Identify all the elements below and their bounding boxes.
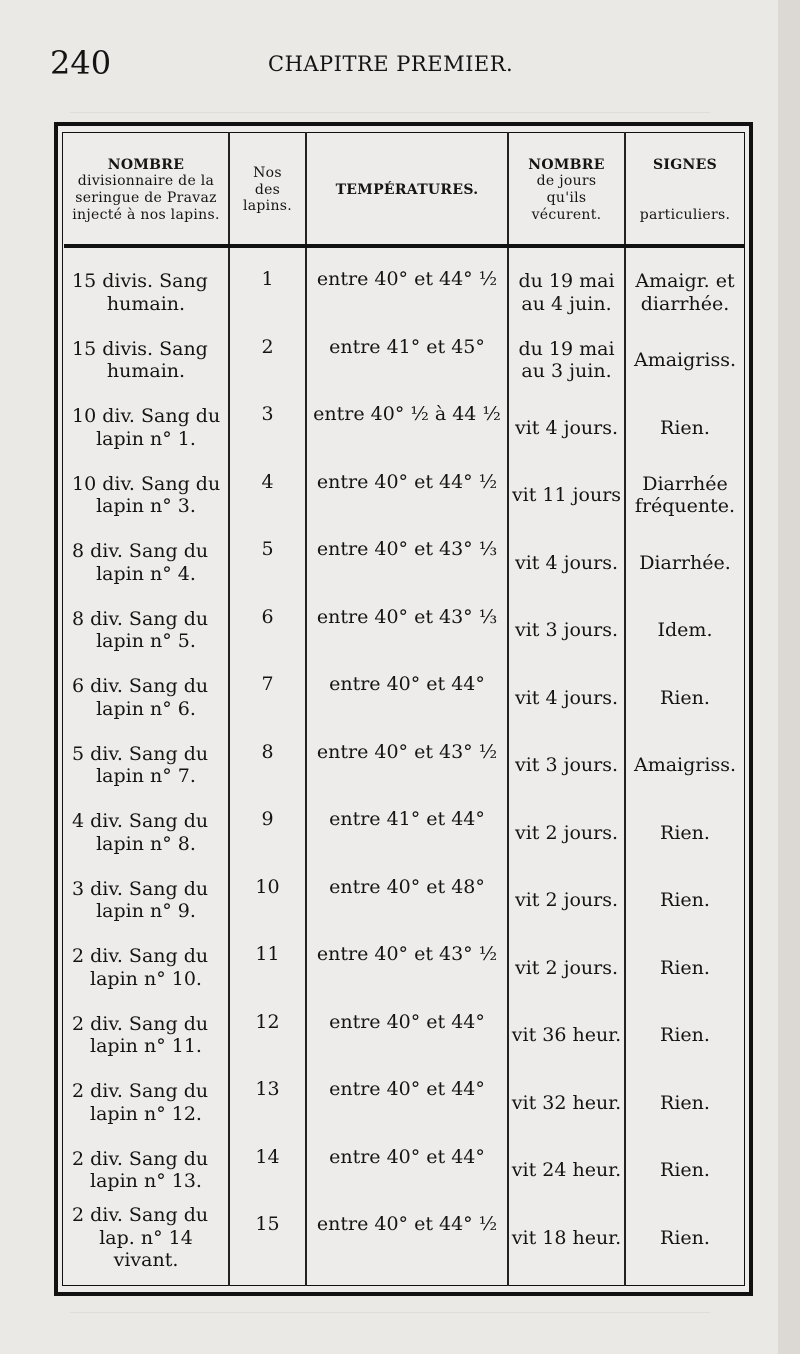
cell-days-line: vit 3 jours. <box>514 754 619 777</box>
header-signs <box>626 140 744 240</box>
cell-dose-line: 8 div. Sang du <box>72 607 209 630</box>
cell-signs-line: Rien. <box>660 1226 710 1249</box>
cell-days <box>509 667 624 729</box>
cell-days-line: vit 36 heur. <box>511 1024 622 1047</box>
cell-days <box>509 1140 624 1202</box>
cell-signs-line: Rien. <box>660 956 710 979</box>
cell-days-line: vit 2 jours. <box>514 956 619 979</box>
cell-temperature <box>307 600 507 662</box>
cell-rabbit-number-line: 10 <box>255 875 280 898</box>
cell-rabbit-number-line: 12 <box>255 1010 280 1033</box>
cell-days-line: vit 18 heur. <box>511 1226 622 1249</box>
cell-dose-line: 6 div. Sang du <box>72 675 209 698</box>
cell-signs-line: Idem. <box>657 619 713 642</box>
cell-rabbit-number-line: 4 <box>261 470 274 493</box>
cell-days <box>509 262 624 324</box>
header-dose-line: seringue de Pravaz <box>75 190 217 206</box>
cell-signs <box>626 802 744 864</box>
cell-temperature-line: entre 40° et 48° <box>329 875 485 898</box>
cell-dose-line: 10 div. Sang du <box>72 472 221 495</box>
cell-days <box>509 330 624 392</box>
header-rabbit-line: Nos <box>253 165 282 182</box>
cell-temperature-line: entre 41° et 44° <box>329 808 485 830</box>
cell-rabbit-number-line: 3 <box>261 403 274 425</box>
header-rabbit-line: des <box>254 181 281 198</box>
cell-rabbit-number-line: 7 <box>261 673 274 695</box>
cell-temperature <box>307 1207 507 1269</box>
header-temperatures <box>307 140 507 240</box>
cell-signs <box>626 870 744 932</box>
cell-days-line: vit 2 jours. <box>514 889 619 912</box>
cell-temperature <box>307 735 507 797</box>
cell-signs <box>626 667 744 729</box>
cell-temperature-line: entre 40° et 43° ⅓ <box>316 538 498 560</box>
cell-dose-line: 2 div. Sang du <box>72 1080 209 1103</box>
cell-temperature-line: entre 40° et 44° <box>329 673 485 695</box>
cell-temperature <box>307 1005 507 1067</box>
cell-rabbit-number <box>230 1005 305 1067</box>
cell-rabbit-number <box>230 1140 305 1202</box>
cell-days-line: vit 2 jours. <box>514 821 619 844</box>
cell-dose-line: lapin n° 5. <box>96 630 196 653</box>
cell-rabbit-number-line: 15 <box>255 1213 280 1235</box>
cell-dose-line: 15 divis. Sang <box>72 270 208 293</box>
header-rabbit-line: lapins. <box>242 198 292 215</box>
cell-days <box>509 870 624 932</box>
cell-signs-line: Rien. <box>660 686 710 709</box>
cell-days-line: vit 4 jours. <box>514 551 619 574</box>
cell-dose <box>64 802 228 864</box>
cell-days-line: vit 11 jours <box>511 484 622 507</box>
cell-temperature <box>307 532 507 594</box>
cell-rabbit-number <box>230 262 305 324</box>
cell-signs-line: Amaigriss. <box>633 754 736 777</box>
cell-dose <box>64 937 228 999</box>
cell-days <box>509 600 624 662</box>
cell-days-line: vit 3 jours. <box>514 619 619 642</box>
cell-temperature-line: entre 40° ½ à 44 ½ <box>313 403 501 425</box>
header-rule <box>64 244 744 248</box>
cell-days <box>509 735 624 797</box>
header-days-line: vécurent. <box>531 206 602 223</box>
cell-rabbit-number <box>230 465 305 527</box>
cell-signs <box>626 262 744 324</box>
cell-signs <box>626 465 744 527</box>
cell-dose-line: lapin n° 12. <box>90 1102 202 1125</box>
cell-temperature-line: entre 40° et 44° ½ <box>316 1213 498 1235</box>
cell-signs-line: Amaigriss. <box>633 349 736 372</box>
cell-days-line: au 4 juin. <box>521 292 612 315</box>
cell-rabbit-number-line: 9 <box>261 808 274 830</box>
cell-signs <box>626 532 744 594</box>
cell-signs <box>626 330 744 392</box>
cell-rabbit-number <box>230 802 305 864</box>
cell-dose <box>64 667 228 729</box>
header-days <box>509 140 624 240</box>
cell-signs <box>626 937 744 999</box>
cell-dose <box>64 735 228 797</box>
cell-days-line: au 3 juin. <box>521 360 612 383</box>
cell-dose-line: humain. <box>106 360 186 383</box>
cell-temperature-line: entre 40° et 44° <box>329 1078 485 1100</box>
cell-rabbit-number <box>230 1072 305 1134</box>
cell-temperature <box>307 1140 507 1202</box>
cell-dose-line: lapin n° 11. <box>90 1035 202 1058</box>
header-dose-line: injecté à nos lapins. <box>72 206 220 223</box>
cell-signs <box>626 1207 744 1269</box>
header-days-line: de jours <box>536 173 597 190</box>
cell-dose-line: 3 div. Sang du <box>72 877 209 900</box>
cell-temperature-line: entre 40° et 44° <box>329 1145 485 1168</box>
cell-dose <box>64 1204 228 1271</box>
cell-days-line: vit 4 jours. <box>514 416 619 439</box>
cell-signs-line: Rien. <box>660 1024 710 1047</box>
cell-dose <box>64 330 228 392</box>
cell-rabbit-number <box>230 397 305 459</box>
cell-dose <box>64 532 228 594</box>
page-number: 240 <box>50 44 112 82</box>
cell-dose-line: lapin n° 9. <box>96 900 196 923</box>
cell-rabbit-number-line: 2 <box>261 335 274 358</box>
cell-signs <box>626 397 744 459</box>
cell-dose-line: lapin n° 6. <box>96 697 196 720</box>
cell-days-line: du 19 mai <box>518 337 615 360</box>
cell-rabbit-number <box>230 600 305 662</box>
cell-rabbit-number-line: 13 <box>255 1078 280 1100</box>
cell-signs <box>626 735 744 797</box>
cell-dose-line: lapin n° 1. <box>96 427 196 450</box>
cell-signs-line: Rien. <box>660 821 710 844</box>
cell-signs <box>626 1072 744 1134</box>
cell-days-line: du 19 mai <box>518 270 615 293</box>
cell-rabbit-number-line: 5 <box>261 538 274 560</box>
cell-rabbit-number <box>230 870 305 932</box>
cell-temperature-line: entre 40° et 43° ½ <box>316 943 498 965</box>
cell-signs-line: Rien. <box>660 416 710 439</box>
cell-rabbit-number <box>230 330 305 392</box>
header-days-line: NOMBRE <box>528 156 605 173</box>
cell-temperature-line: entre 40° et 43° ⅓ <box>316 605 498 628</box>
cell-rabbit-number <box>230 532 305 594</box>
cell-dose-line: 2 div. Sang du <box>72 1147 209 1170</box>
header-days-line: qu'ils <box>546 190 587 206</box>
cell-days <box>509 1072 624 1134</box>
cell-temperature <box>307 465 507 527</box>
cell-days <box>509 465 624 527</box>
cell-days <box>509 1005 624 1067</box>
cell-dose-line: humain. <box>106 292 186 315</box>
cell-temperature-line: entre 41° et 45° <box>329 335 485 358</box>
cell-temperature-line: entre 40° et 43° ½ <box>316 740 498 763</box>
cell-temperature <box>307 802 507 864</box>
cell-signs-line: Diarrhée <box>642 472 728 495</box>
cell-signs-line: Diarrhée. <box>639 551 731 574</box>
cell-rabbit-number <box>230 667 305 729</box>
cell-signs-line: Rien. <box>660 1091 710 1114</box>
cell-dose-line: 8 div. Sang du <box>72 540 209 563</box>
header-rabbit-number <box>230 140 305 240</box>
cell-days <box>509 937 624 999</box>
cell-dose <box>64 1005 228 1067</box>
cell-dose-line: lapin n° 4. <box>96 562 196 585</box>
cell-temperature <box>307 667 507 729</box>
cell-rabbit-number-line: 14 <box>255 1145 280 1168</box>
cell-dose <box>64 600 228 662</box>
cell-dose-line: 10 div. Sang du <box>72 405 221 428</box>
running-head: CHAPITRE PREMIER. <box>268 52 514 76</box>
header-signs-line: particuliers. <box>639 206 731 223</box>
page-edge <box>778 0 800 1354</box>
cell-temperature <box>307 870 507 932</box>
cell-rabbit-number-line: 6 <box>261 605 274 628</box>
cell-dose <box>64 870 228 932</box>
header-dose-line: divisionnaire de la <box>77 173 215 190</box>
cell-signs <box>626 600 744 662</box>
cell-dose-line: lapin n° 7. <box>96 765 196 788</box>
cell-dose-line: lapin n° 8. <box>96 832 196 855</box>
cell-temperature <box>307 397 507 459</box>
cell-signs-line: Amaigr. et <box>635 270 735 293</box>
cell-rabbit-number-line: 8 <box>261 740 274 763</box>
cell-temperature <box>307 937 507 999</box>
cell-dose-line: lapin n° 10. <box>90 967 202 990</box>
cell-days-line: vit 24 heur. <box>511 1159 622 1182</box>
cell-days <box>509 802 624 864</box>
cell-signs <box>626 1005 744 1067</box>
cell-dose-line: 5 div. Sang du <box>72 742 209 765</box>
cell-dose-line: 4 div. Sang du <box>72 810 209 833</box>
cell-temperature <box>307 1072 507 1134</box>
cell-days <box>509 1207 624 1269</box>
cell-rabbit-number-line: 11 <box>255 943 280 965</box>
cell-dose <box>64 1140 228 1202</box>
cell-dose-line: 2 div. Sang du <box>72 945 209 968</box>
cell-temperature-line: entre 40° et 44° ½ <box>316 470 498 493</box>
cell-dose-line: 2 div. Sang du <box>72 1204 209 1227</box>
cell-signs-line: fréquente. <box>634 495 736 518</box>
cell-signs-line: diarrhée. <box>640 292 730 315</box>
cell-days <box>509 532 624 594</box>
cell-dose <box>64 1072 228 1134</box>
cell-dose-line: 15 divis. Sang <box>72 337 208 360</box>
cell-signs <box>626 1140 744 1202</box>
header-dose <box>64 140 228 240</box>
cell-days-line: vit 4 jours. <box>514 686 619 709</box>
cell-signs-line: Rien. <box>660 1159 710 1182</box>
cell-rabbit-number <box>230 735 305 797</box>
cell-rabbit-number <box>230 1207 305 1269</box>
header-dose-line: NOMBRE <box>107 156 185 173</box>
cell-dose-line: lap. n° 14 vivant. <box>99 1226 193 1271</box>
cell-temperature-line: entre 40° et 44° ½ <box>316 268 498 290</box>
cell-dose <box>64 262 228 324</box>
cell-rabbit-number-line: 1 <box>261 268 274 290</box>
header-signs-line: SIGNES <box>653 156 717 173</box>
cell-signs-line: Rien. <box>660 889 710 912</box>
cell-dose <box>64 397 228 459</box>
cell-rabbit-number <box>230 937 305 999</box>
header-temperatures-line: TEMPÉRATURES. <box>335 181 479 198</box>
cell-days <box>509 397 624 459</box>
cell-dose-line: lapin n° 13. <box>90 1170 202 1193</box>
cell-dose-line: 2 div. Sang du <box>72 1012 209 1035</box>
cell-dose <box>64 465 228 527</box>
cell-days-line: vit 32 heur. <box>511 1091 622 1114</box>
cell-temperature <box>307 330 507 392</box>
cell-dose-line: lapin n° 3. <box>96 495 196 518</box>
cell-temperature <box>307 262 507 324</box>
cell-temperature-line: entre 40° et 44° <box>329 1010 485 1033</box>
